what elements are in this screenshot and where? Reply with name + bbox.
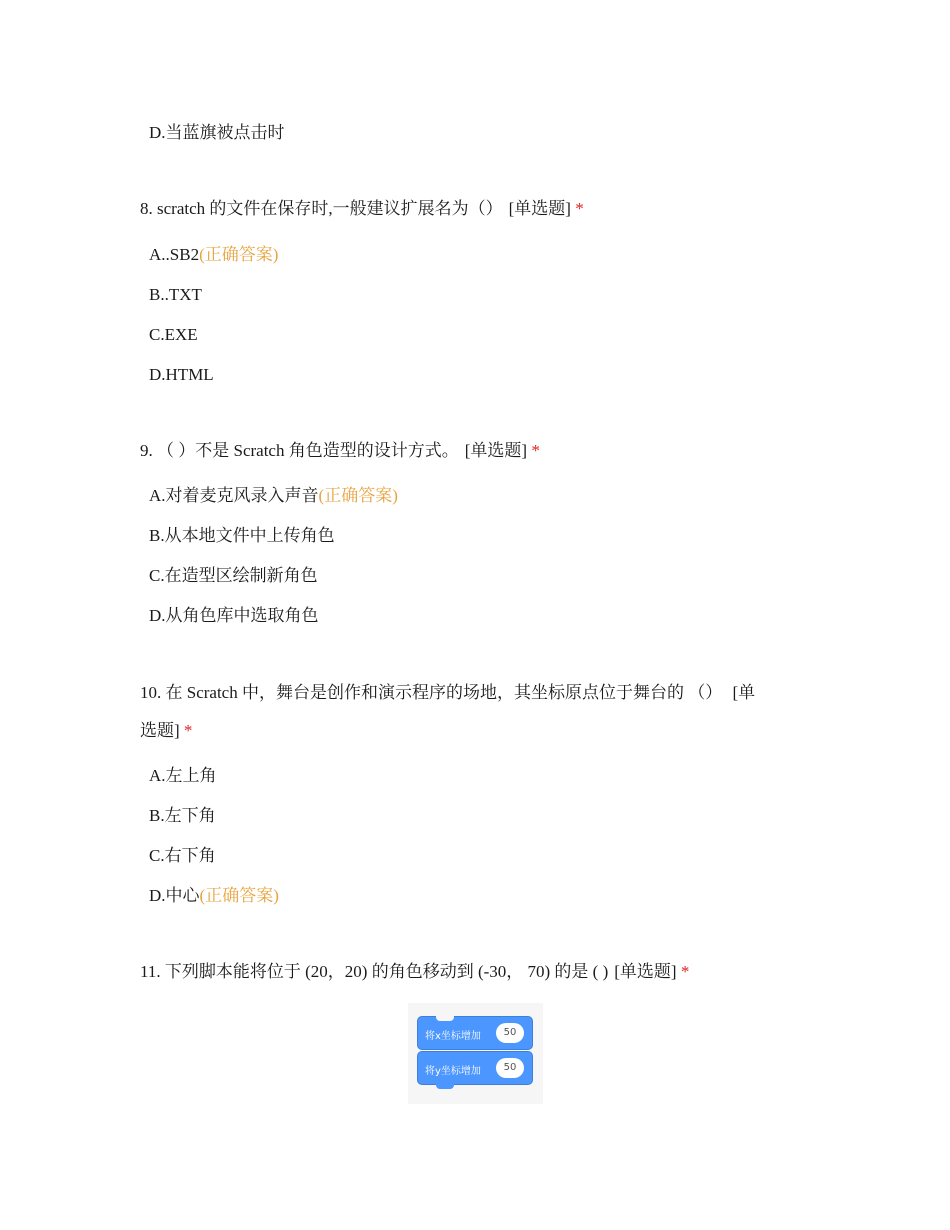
option-label: A..SB2	[149, 245, 200, 264]
question-type: [单	[732, 683, 756, 702]
required-marker: *	[680, 962, 690, 981]
option-label: A.对着麦克风录入声音	[149, 486, 319, 505]
q9-option-c[interactable]: C.在造型区绘制新角色	[149, 566, 318, 585]
q10-option-a[interactable]: A.左上角	[149, 766, 217, 785]
q8-option-a[interactable]	[149, 243, 278, 267]
q9-option-d[interactable]: D.从角色库中选取角色	[149, 606, 319, 625]
question-text: 9. （ ）不是 Scratch 角色造型的设计方式。	[140, 441, 459, 460]
block-tab	[436, 1083, 454, 1089]
block-value: 50	[496, 1058, 524, 1078]
q10-option-d[interactable]	[149, 884, 279, 908]
change-y-block	[417, 1051, 533, 1085]
q9-option-a[interactable]	[149, 484, 398, 508]
question-11-title	[140, 960, 689, 984]
q10-option-b[interactable]: B.左下角	[149, 806, 216, 825]
required-marker: *	[575, 199, 584, 218]
question-type: 选题]	[140, 721, 180, 740]
q9-option-b[interactable]: B.从本地文件中上传角色	[149, 526, 335, 545]
question-type: [单选题]	[464, 441, 528, 460]
question-8-title	[140, 197, 584, 221]
question-10-title-continued	[140, 719, 192, 743]
correct-answer-label: (正确答案)	[199, 245, 279, 264]
correct-answer-label: (正确答案)	[199, 886, 279, 905]
question-text: 8. scratch 的文件在保存时,一般建议扩展名为（）	[140, 199, 503, 218]
option-label: D.中心	[149, 886, 200, 905]
block-notch	[436, 1016, 454, 1021]
required-marker: *	[183, 721, 193, 740]
required-marker: *	[531, 441, 540, 460]
q8-option-b[interactable]: B..TXT	[149, 285, 202, 304]
question-type: [单选题]	[614, 962, 677, 981]
block-value: 50	[496, 1023, 524, 1043]
question-10-title	[140, 681, 755, 705]
q8-option-d[interactable]: D.HTML	[149, 365, 214, 384]
question-text: 11. 下列脚本能将位于 (20，20) 的角色移动到 (-30， 70) 的是 ( )	[140, 962, 609, 981]
question-type: [单选题]	[508, 199, 571, 218]
scratch-script-image	[408, 1003, 543, 1104]
question-9-title	[140, 439, 540, 463]
question-text: 10. 在 Scratch 中，舞台是创作和演示程序的场地，其坐标原点位于舞台的 （）	[140, 683, 723, 702]
q8-option-c[interactable]: C.EXE	[149, 325, 198, 344]
correct-answer-label: (正确答案)	[318, 486, 398, 505]
q10-option-c[interactable]: C.右下角	[149, 846, 216, 865]
block-label: 将x坐标增加	[425, 1031, 481, 1042]
change-x-block	[417, 1016, 533, 1050]
q7-option-d[interactable]: D.当蓝旗被点击时	[149, 123, 285, 142]
block-label: 将y坐标增加	[425, 1066, 481, 1077]
